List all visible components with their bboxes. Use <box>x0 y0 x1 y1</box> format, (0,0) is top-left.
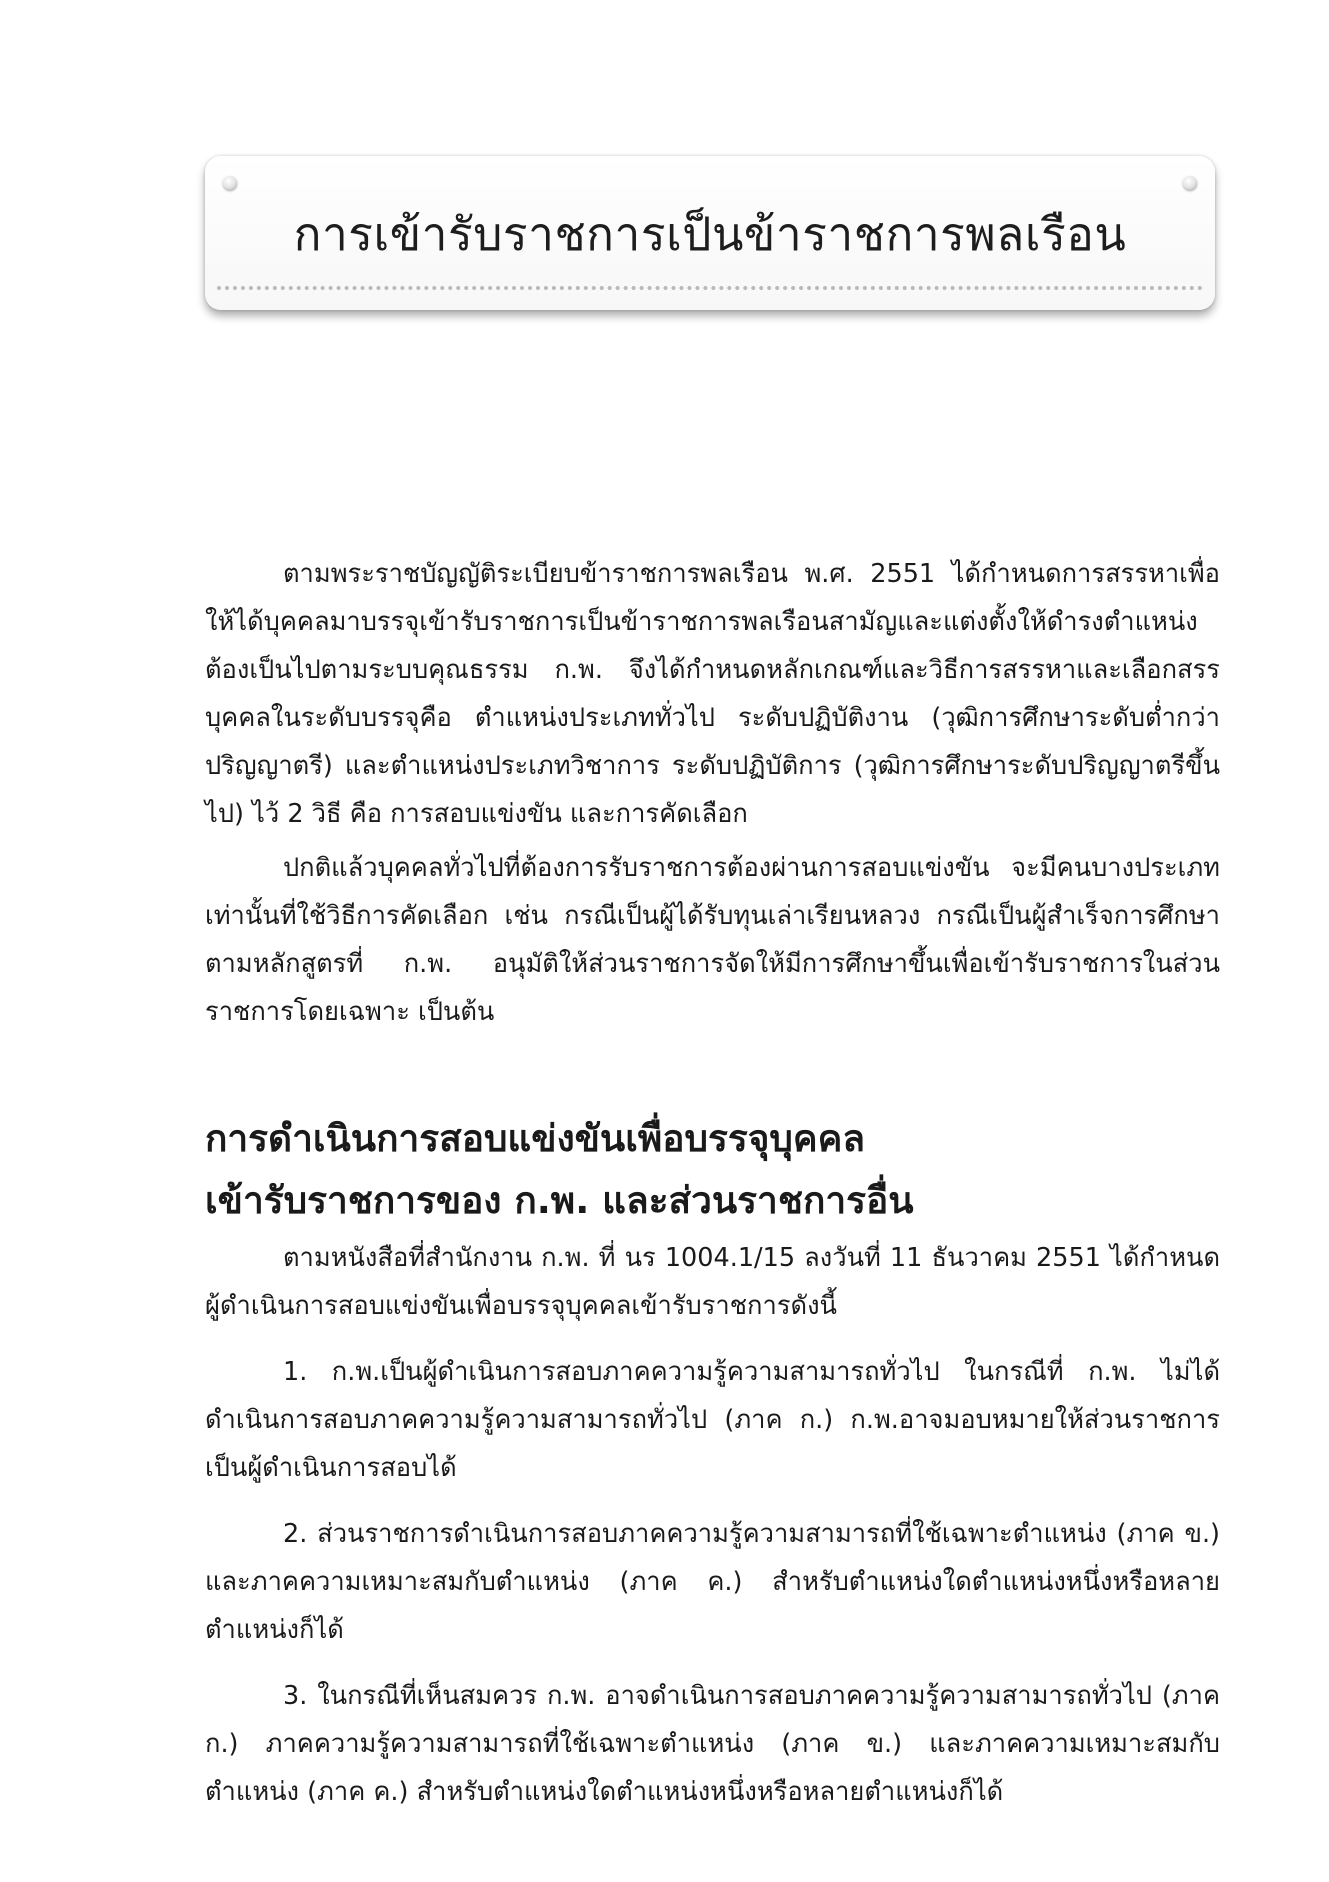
document-body <box>205 550 1220 1834</box>
page-title: การเข้ารับราชการเป็นข้าราชการพลเรือน <box>293 207 1127 261</box>
section-heading <box>205 1108 1220 1232</box>
right-ring-hole-icon <box>1183 176 1197 190</box>
title-banner <box>205 156 1215 310</box>
section-heading-line-2: เข้ารับราชการของ ก.พ. และส่วนราชการอื่น <box>205 1179 914 1222</box>
list-item-2: 2. ส่วนราชการดำเนินการสอบภาคความรู้ความสามารถที่ใช้เฉพาะตำแหน่ง (ภาค ข.) และภาคความเหมาะสมกับตำแหน่ง (ภาค ค.) สำหรับตำแหน่งใดตำแหน่งหนึ่งหรือหลายตำแหน่งก็ได้ <box>205 1519 1220 1645</box>
list-item-1: 1. ก.พ.เป็นผู้ดำเนินการสอบภาคความรู้ความสามารถทั่วไป ในกรณีที่ ก.พ. ไม่ได้ดำเนินการสอบภาคความรู้ความสามารถทั่วไป (ภาค ก.) ก.พ.อาจมอบหมายให้ส่วนราชการเป็นผู้ดำเนินการสอบได้ <box>205 1357 1220 1483</box>
intro-paragraph-1: ตามพระราชบัญญัติระเบียบข้าราชการพลเรือน พ.ศ. 2551 ได้กำหนดการสรรหาเพื่อให้ได้บุคคลมาบรรจุเข้ารับราชการเป็นข้าราชการพลเรือนสามัญและแต่งตั้งให้ดำรงตำแหน่ง ต้องเป็นไปตามระบบคุณธรรม ก.พ. จึงได้กำหนดหลักเกณฑ์และวิธีการสรรหาและเลือกสรรบุคคลในระดับบรรจุคือ ตำแหน่งประเภททั่วไป ระดับปฏิบัติงาน (วุฒิการศึกษาระดับต่ำกว่าปริญญาตรี) และตำแหน่งประเภทวิชาการ ระดับปฏิบัติการ (วุฒิการศึกษาระดับปริญญาตรีขึ้นไป) ไว้ 2 วิธี คือ การสอบแข่งขัน และการคัดเลือก <box>205 559 1220 829</box>
list-item-3: 3. ในกรณีที่เห็นสมควร ก.พ. อาจดำเนินการสอบภาคความรู้ความสามารถทั่วไป (ภาค ก.) ภาคความรู้ความสามารถที่ใช้เฉพาะตำแหน่ง (ภาค ข.) และภาคความเหมาะสมกับตำแหน่ง (ภาค ค.) สำหรับตำแหน่งใดตำแหน่งหนึ่งหรือหลายตำแหน่งก็ได้ <box>205 1681 1220 1807</box>
section-intro-paragraph: ตามหนังสือที่สำนักงาน ก.พ. ที่ นร 1004.1/15 ลงวันที่ 11 ธันวาคม 2551 ได้กำหนดผู้ดำเนินการสอบแข่งขันเพื่อบรรจุบุคคลเข้ารับราชการดังนี้ <box>205 1243 1220 1321</box>
left-ring-hole-icon <box>223 176 237 190</box>
dotted-divider <box>217 286 1203 290</box>
section-heading-line-1: การดำเนินการสอบแข่งขันเพื่อบรรจุบุคคล <box>205 1117 866 1160</box>
intro-paragraph-2: ปกติแล้วบุคคลทั่วไปที่ต้องการรับราชการต้องผ่านการสอบแข่งขัน จะมีคนบางประเภทเท่านั้นที่ใช้วิธีการคัดเลือก เช่น กรณีเป็นผู้ได้รับทุนเล่าเรียนหลวง กรณีเป็นผู้สำเร็จการศึกษาตามหลักสูตรที่ ก.พ. อนุมัติให้ส่วนราชการจัดให้มีการศึกษาขึ้นเพื่อเข้ารับราชการในส่วนราชการโดยเฉพาะ เป็นต้น <box>205 853 1220 1027</box>
